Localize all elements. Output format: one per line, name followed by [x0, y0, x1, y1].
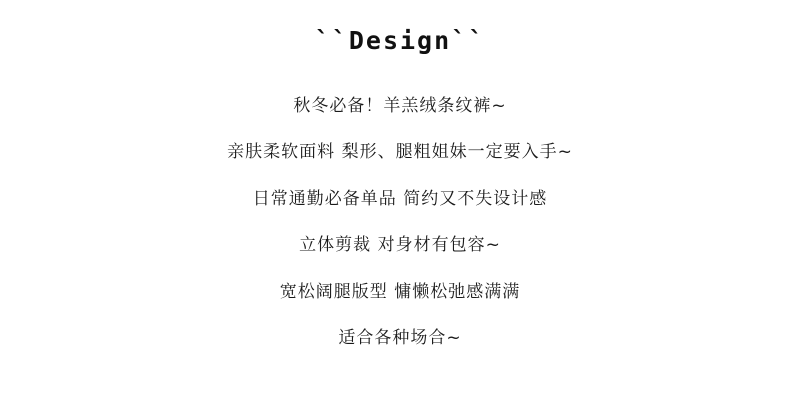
description-line: 适合各种场合~ [338, 327, 462, 348]
description-line: 亲肤柔软面料 梨形、腿粗姐妹一定要入手~ [227, 142, 573, 163]
description-line: 宽松阔腿版型 慵懒松弛感满满 [279, 281, 521, 302]
description-line: 秋冬必备！羊羔绒条纹裤~ [293, 96, 507, 116]
description-text-block [0, 96, 800, 348]
description-line: 日常通勤必备单品 简约又不失设计感 [252, 188, 548, 209]
page-title: ``Design`` [314, 26, 486, 55]
description-line: 立体剪裁 对身材有包容~ [299, 235, 501, 256]
